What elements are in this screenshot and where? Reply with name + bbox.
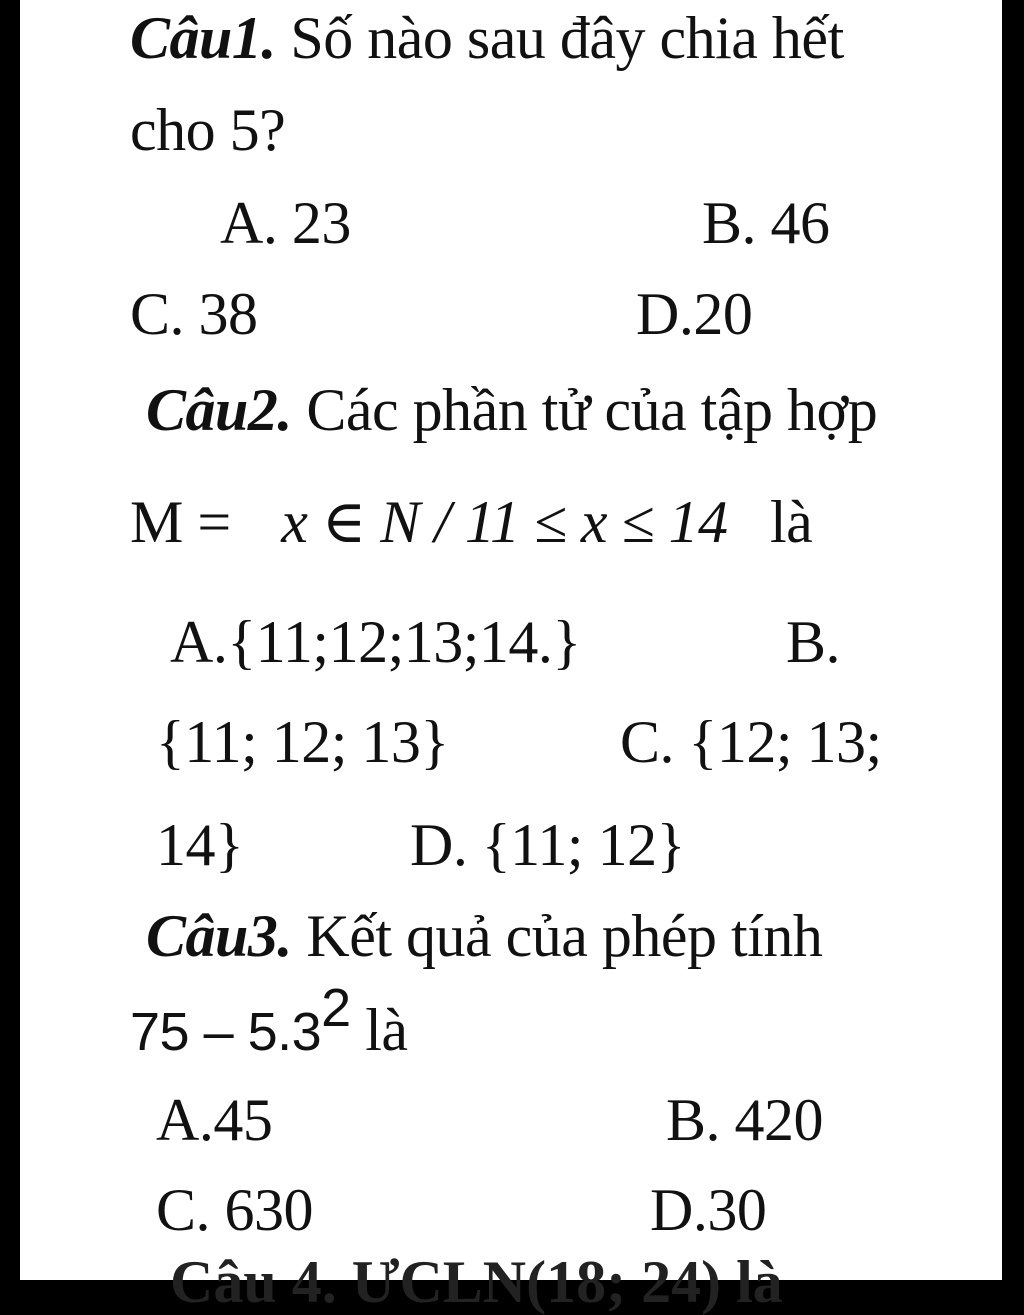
- q4-partial-line: Câu 4. ƯCLN(18; 24) là: [170, 1249, 783, 1315]
- q2-option-c: C. {12; 13;: [620, 709, 882, 775]
- q1-option-b: B. 46: [702, 190, 830, 256]
- q1-label: Câu1.: [130, 5, 276, 71]
- q3-label: Câu3.: [146, 903, 292, 969]
- q2-stem: [146, 377, 878, 443]
- q2-set-name: M =: [130, 489, 231, 555]
- q1-stem: [130, 5, 844, 71]
- q3-option-d: D.30: [650, 1177, 767, 1243]
- q1-text: Số nào sau đây chia hết: [275, 5, 844, 71]
- q3-expression-exponent: 2: [321, 978, 351, 1038]
- q3-option-b: B. 420: [666, 1087, 824, 1153]
- q2-option-a: A.{11;12;13;14.}: [170, 609, 581, 675]
- q3-stem: [146, 903, 823, 969]
- q2-option-b-value: {11; 12; 13}: [156, 709, 449, 775]
- q3-expression-suffix: là: [350, 997, 408, 1063]
- q1-option-a: A. 23: [220, 190, 351, 256]
- q1-option-c: C. 38: [130, 281, 258, 347]
- q3-option-c: C. 630: [156, 1177, 314, 1243]
- document-page: [20, 0, 1002, 1315]
- q2-label: Câu2.: [146, 377, 292, 443]
- q2-set-suffix: là: [769, 489, 813, 555]
- q2-text: Các phần tử của tập hợp: [291, 377, 878, 443]
- q2-set-definition: [130, 489, 813, 555]
- q3-text: Kết quả của phép tính: [291, 903, 823, 969]
- q1-option-d: D.20: [636, 281, 753, 347]
- q2-option-b: B.: [786, 609, 841, 675]
- q1-stem-cont: cho 5?: [130, 97, 286, 163]
- q3-expression-base: 75 – 5.3: [130, 1002, 322, 1062]
- q2-option-d: D. {11; 12}: [410, 812, 685, 878]
- q3-expression: [130, 978, 408, 1063]
- q3-option-a: A.45: [156, 1087, 273, 1153]
- q2-option-c-cont: 14}: [156, 812, 244, 878]
- q2-set-expression: x ∈ N / 11 ≤ x ≤ 14: [281, 489, 728, 555]
